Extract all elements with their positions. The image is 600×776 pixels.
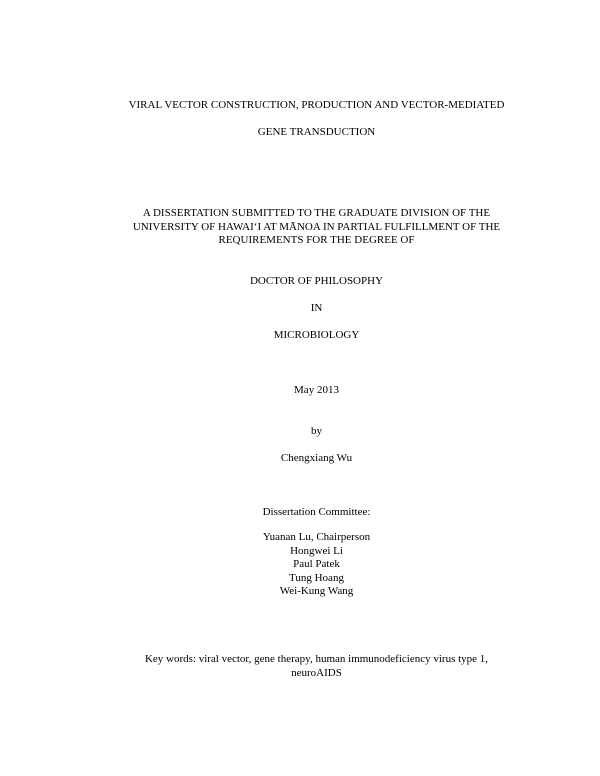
committee-member: Yuanan Lu, Chairperson — [262, 531, 371, 543]
title-line-2: GENE TRANSDUCTION — [257, 126, 376, 138]
submission-line-3: REQUIREMENTS FOR THE DEGREE OF — [218, 234, 415, 246]
submission-line-1: A DISSERTATION SUBMITTED TO THE GRADUATE DIVISION OF THE — [142, 207, 491, 219]
degree-field: MICROBIOLOGY — [273, 329, 360, 341]
keywords-line-1: Key words: viral vector, gene therapy, human immunodeficiency virus type 1, — [144, 653, 489, 665]
committee-heading: Dissertation Committee: — [262, 506, 371, 518]
title-line-1: VIRAL VECTOR CONSTRUCTION, PRODUCTION AND VECTOR-MEDIATED — [128, 99, 505, 111]
by-label: by — [311, 425, 322, 437]
committee-member: Paul Patek — [293, 558, 340, 570]
keywords-line-2: neuroAIDS — [291, 666, 342, 679]
author-name: Chengxiang Wu — [280, 452, 353, 464]
submission-line-2: UNIVERSITY OF HAWAI‘I AT MĀNOA IN PARTIAL FULFILLMENT OF THE — [132, 220, 501, 233]
submission-date: May 2013 — [294, 384, 339, 396]
degree-in: IN — [310, 302, 323, 314]
committee-member: Wei-Kung Wang — [279, 585, 354, 597]
keywords — [110, 653, 523, 680]
committee-member: Hongwei Li — [290, 544, 343, 557]
committee-member: Tung Hoang — [289, 571, 344, 584]
committee-list — [100, 531, 533, 599]
submission-statement — [100, 207, 533, 248]
degree-name: DOCTOR OF PHILOSOPHY — [249, 275, 384, 287]
